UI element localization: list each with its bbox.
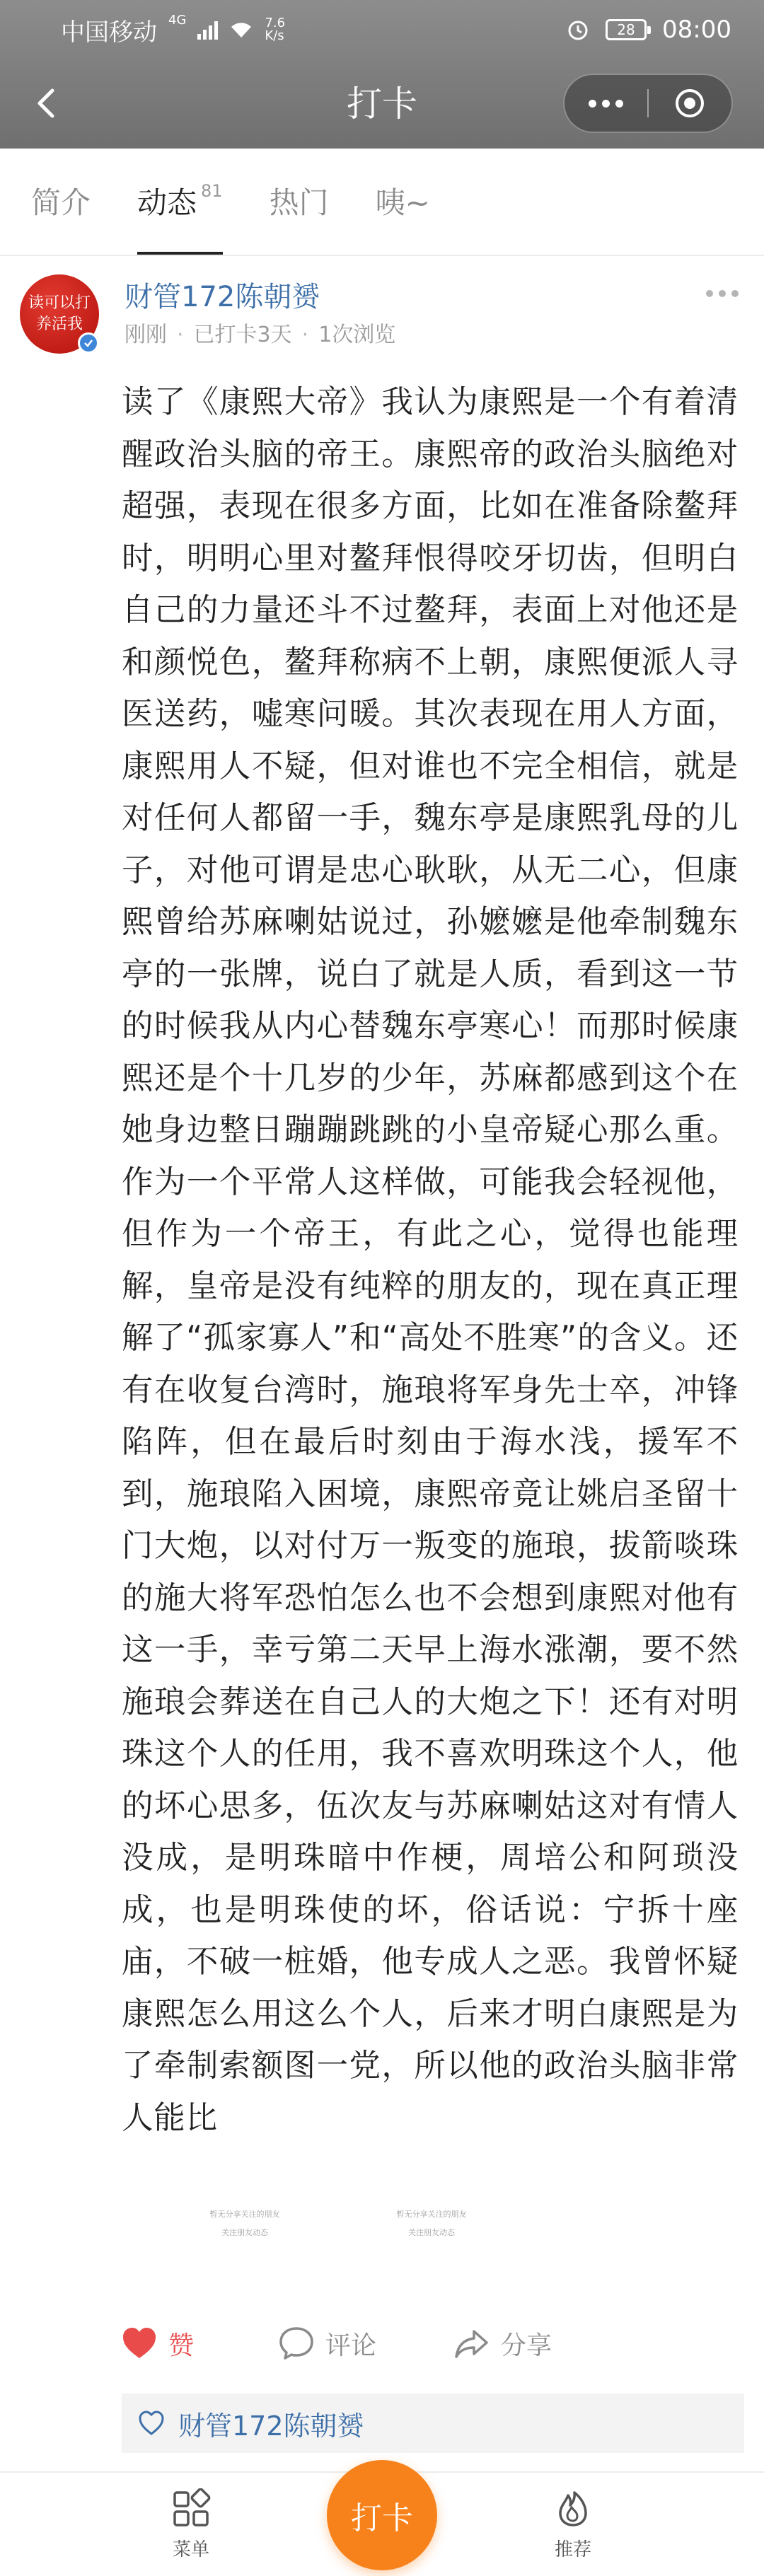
tab-feed[interactable] — [137, 147, 223, 255]
meta-separator: · — [177, 323, 184, 347]
post-body-text: 读了《康熙大帝》我认为康熙是一个有着清醒政治头脑的帝王。康熙帝的政治头脑绝对超强，表现在很多方面，比如在准备除鳌拜时，明明心里对鳌拜恨得咬牙切齿，但明白自己的力量还斗不过鳌拜，表面上对他还是和颜悦色，鳌拜称病不上朝，康熙便派人寻医送药，嘘寒问暖。其次表现在用人方面，康熙用人不疑，但对谁也不完全相信，就是对任何人都留一手，魏东亭是康熙乳母的儿子，对他可谓是忠心耿耿，从无二心，但康熙曾给苏麻喇姑说过，孙嬷嬷是他牵制魏东亭的一张牌，说白了就是人质，看到这一节的时候我从内心替魏东亭寒心！而那时候康熙还是个十几岁的少年，苏麻都感到这个在她身边整日蹦蹦跳跳的小皇帝疑心那么重。作为一个平常人这样做，可能我会轻视他，但作为一个帝王，有此之心，觉得也能理解，皇帝是没有纯粹的朋友的，现在真正理解了“孤家寡人”和“高处不胜寒”的含义。还有在收复台湾时，施琅将军身先士卒，冲锋陷阵，但在最后时刻由于海水浅，援军不到，施琅陷入困境，康熙帝竟让姚启圣留十门大炮，以对付万一叛变的施琅，拔箭啖珠的施大将军恐怕怎么也不会想到康熙对他有这一手，幸亏第二天早上海水涨潮，要不然施琅会葬送在自己人的大炮之下！还有对明珠这个人的任用，我不喜欢明珠这个人，他的坏心思多，伍次友与苏麻喇姑这对有情人没成，是明珠暗中作梗，周培公和阿琐没成，也是明珠使的坏，俗话说：宁拆十座庙，不破一桩婚，他专成人之恶。我曾怀疑康熙怎么用这么个人，后来才明白康熙是为了牵制索额图一党，所以他的政治头脑非常人能比 — [122, 384, 739, 2136]
page-title: 打卡 — [347, 83, 417, 124]
post-meta — [125, 321, 395, 349]
verified-badge-icon — [78, 332, 99, 354]
recommend-tab[interactable] — [516, 2488, 630, 2561]
tab-misc[interactable] — [376, 147, 430, 255]
status-bar — [0, 0, 764, 59]
flame-icon — [552, 2488, 594, 2529]
tab-intro-label: 简介 — [31, 185, 91, 220]
recommend-label: 推荐 — [554, 2539, 591, 2560]
thumbnail-image[interactable] — [174, 2205, 316, 2242]
tab-misc-label: 咦~ — [375, 185, 430, 220]
comment-bubble-icon — [277, 2324, 316, 2362]
network-speed — [265, 17, 285, 42]
battery-level: 28 — [617, 21, 635, 38]
close-target-icon — [673, 86, 707, 120]
share-label: 分享 — [501, 2331, 552, 2360]
like-button[interactable] — [120, 2324, 194, 2362]
more-dots-icon — [589, 100, 623, 108]
post-header — [0, 256, 764, 362]
heart-outline-icon — [137, 2409, 166, 2437]
view-count: 1次浏览 — [318, 323, 396, 347]
comment-label: 评论 — [325, 2331, 377, 2360]
thumbnail-line: 关注朋友动态 — [221, 2228, 268, 2237]
share-arrow-icon — [453, 2324, 491, 2362]
carrier-label: 中国移动 — [61, 18, 157, 47]
author-name[interactable]: 财管172陈朝赟 — [125, 281, 320, 313]
thumbnail-line: 暂无分享关注的朋友 — [209, 2210, 280, 2219]
signal-icon — [197, 20, 218, 40]
liked-by-name[interactable]: 财管172陈朝赟 — [178, 2410, 364, 2442]
thumbnail-line: 关注朋友动态 — [408, 2228, 455, 2237]
more-button[interactable] — [565, 74, 647, 133]
app-header — [0, 0, 764, 149]
alarm-icon — [566, 18, 590, 42]
share-button[interactable] — [453, 2324, 552, 2362]
tab-feed-label: 动态 — [137, 185, 197, 220]
avatar-text: 读可以打养活我 — [28, 294, 91, 333]
status-left — [61, 13, 285, 47]
thumbnail-line: 暂无分享关注的朋友 — [396, 2210, 467, 2219]
tab-hot[interactable] — [270, 147, 329, 255]
tab-hot-label: 热门 — [269, 185, 329, 220]
network-speed-value: 7.6 — [265, 16, 286, 30]
miniprogram-capsule — [563, 74, 733, 133]
post-thumbnails — [174, 2205, 598, 2262]
network-speed-unit: K/s — [265, 28, 284, 43]
battery-icon — [606, 19, 647, 40]
menu-tab[interactable] — [134, 2488, 248, 2561]
tab-bar — [0, 149, 764, 256]
checkin-label: 打卡 — [351, 2500, 413, 2536]
thumbnail-image[interactable] — [361, 2205, 502, 2242]
liked-by-bar — [122, 2394, 744, 2453]
post-actions — [0, 2311, 764, 2382]
post-time: 刚刚 — [125, 323, 167, 347]
checkin-button[interactable] — [327, 2460, 437, 2570]
close-button[interactable] — [649, 74, 731, 133]
meta-separator: · — [301, 323, 309, 347]
wifi-icon — [229, 21, 253, 39]
menu-label: 菜单 — [172, 2539, 209, 2560]
heart-icon — [120, 2324, 158, 2362]
checkin-days: 已打卡3天 — [193, 323, 292, 347]
like-label: 赞 — [168, 2331, 195, 2360]
clock: 08:00 — [662, 16, 731, 44]
grid-menu-icon — [170, 2488, 212, 2529]
comment-button[interactable] — [277, 2324, 376, 2362]
tab-intro[interactable] — [31, 147, 91, 255]
nav-bar — [0, 59, 764, 149]
network-label: 4G — [168, 12, 187, 28]
tab-feed-count: 81 — [201, 181, 223, 201]
back-arrow-icon[interactable] — [30, 86, 64, 120]
status-right — [566, 16, 731, 44]
post-options-icon[interactable] — [706, 290, 739, 297]
